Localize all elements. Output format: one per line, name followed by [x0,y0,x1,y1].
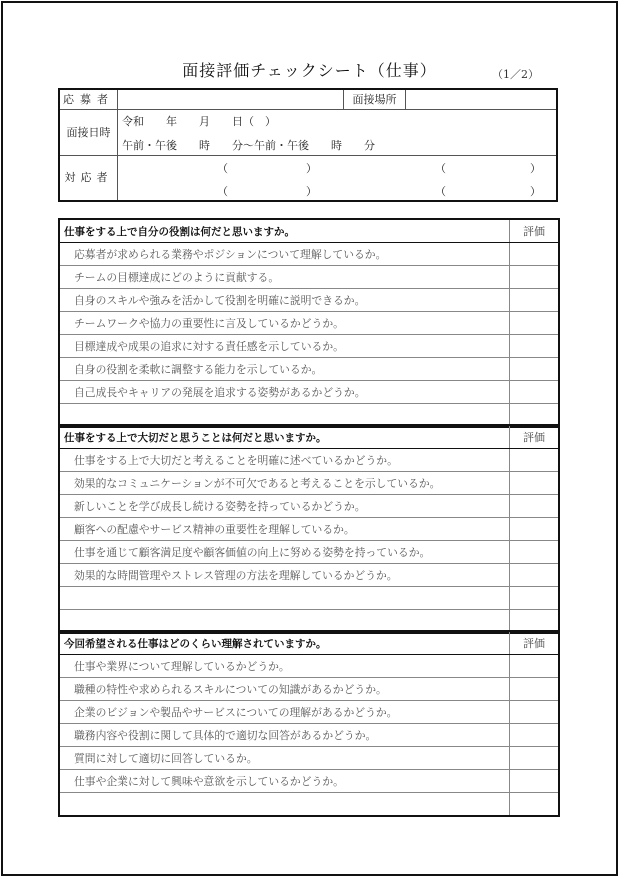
blank-item[interactable] [60,587,510,610]
rating-cell[interactable] [510,335,559,358]
blank-item[interactable] [60,404,510,427]
date-label: 面接日時 [66,126,111,139]
question-heading: 仕事をする上で大切だと思うことは何だと思いますか。 [60,426,510,449]
checklist-item: 効果的なコミュニケーションが不可欠であると考えることを示しているか。 [60,472,510,495]
checklist-item: 質問に対して適切に回答しているか。 [60,747,510,770]
checklist-item: 自己成長やキャリアの発展を追求する姿勢があるかどうか。 [60,381,510,404]
interviewer-field-4[interactable]: （ ） [435,185,541,198]
checklist-item: 自身の役割を柔軟に調整する能力を示しているか。 [60,358,510,381]
interviewer-label: 対応者 [64,171,113,184]
interview-info-table [58,88,558,202]
question-section-3 [58,630,560,817]
checklist-item: 職務内容や役割に関して具体的で適切な回答があるかどうか。 [60,724,510,747]
rating-cell[interactable] [510,655,559,678]
question-heading: 仕事をする上で自分の役割は何だと思いますか。 [60,220,510,243]
page-title: 面接評価チェックシート（仕事） [182,61,437,80]
rating-cell[interactable] [510,243,559,266]
rating-cell[interactable] [510,678,559,701]
rating-cell[interactable] [510,266,559,289]
checklist-item: 顧客への配慮やサービス精神の重要性を理解しているか。 [60,518,510,541]
checklist-item: 仕事を通じて顧客満足度や顧客価値の向上に努める姿勢を持っているか。 [60,541,510,564]
interviewer-field-1[interactable]: （ ） [217,162,317,175]
page-number: （1／2） [492,68,539,81]
location-field[interactable] [406,90,556,109]
rating-cell[interactable] [510,747,559,770]
rating-cell[interactable] [510,312,559,335]
rating-cell[interactable] [510,587,559,610]
checklist-item: 仕事や業界について理解しているかどうか。 [60,655,510,678]
rating-cell[interactable] [510,724,559,747]
checklist-item: 自身のスキルや強みを活かして役割を明確に説明できるか。 [60,289,510,312]
rating-cell[interactable] [510,358,559,381]
rating-cell[interactable] [510,770,559,793]
checklist-item: チームワークや協力の重要性に言及しているかどうか。 [60,312,510,335]
interviewer-field-2[interactable]: （ ） [435,162,541,175]
rating-cell[interactable] [510,701,559,724]
date-line-1[interactable]: 令和 年 月 日（ ） [122,115,276,128]
checklist-item: 新しいことを学び成長し続ける姿勢を持っているかどうか。 [60,495,510,518]
rating-cell[interactable] [510,495,559,518]
rating-header: 評価 [510,426,559,449]
checklist-item: 目標達成や成果の追求に対する責任感を示しているか。 [60,335,510,358]
rating-cell[interactable] [510,564,559,587]
rating-cell[interactable] [510,449,559,472]
checklist-item: 企業のビジョンや製品やサービスについての理解があるかどうか。 [60,701,510,724]
rating-cell[interactable] [510,610,559,633]
checklist-item: 仕事や企業に対して興味や意欲を示しているかどうか。 [60,770,510,793]
rating-cell[interactable] [510,289,559,312]
blank-item[interactable] [60,793,510,816]
applicant-field[interactable] [118,90,343,109]
rating-header: 評価 [510,220,559,243]
question-heading: 今回希望される仕事はどのくらい理解されていますか。 [60,632,510,655]
rating-cell[interactable] [510,472,559,495]
rating-cell[interactable] [510,793,559,816]
checklist-item: 職種の特性や求められるスキルについての知識があるかどうか。 [60,678,510,701]
rating-cell[interactable] [510,541,559,564]
checklist-item: 仕事をする上で大切だと考えることを明確に述べているかどうか。 [60,449,510,472]
interviewer-field-3[interactable]: （ ） [217,185,317,198]
rating-cell[interactable] [510,404,559,427]
date-line-2[interactable]: 午前・午後 時 分～午前・午後 時 分 [122,139,375,152]
applicant-label: 応募者 [63,93,114,106]
blank-item[interactable] [60,610,510,633]
checklist-item: 応募者が求められる業務やポジションについて理解しているか。 [60,243,510,266]
rating-cell[interactable] [510,518,559,541]
checklist-item: チームの目標達成にどのように貢献する。 [60,266,510,289]
location-label: 面接場所 [352,93,397,106]
rating-header: 評価 [510,632,559,655]
checklist-item: 効果的な時間管理やストレス管理の方法を理解しているかどうか。 [60,564,510,587]
question-section-2 [58,424,560,634]
rating-cell[interactable] [510,381,559,404]
question-section-1 [58,218,560,428]
